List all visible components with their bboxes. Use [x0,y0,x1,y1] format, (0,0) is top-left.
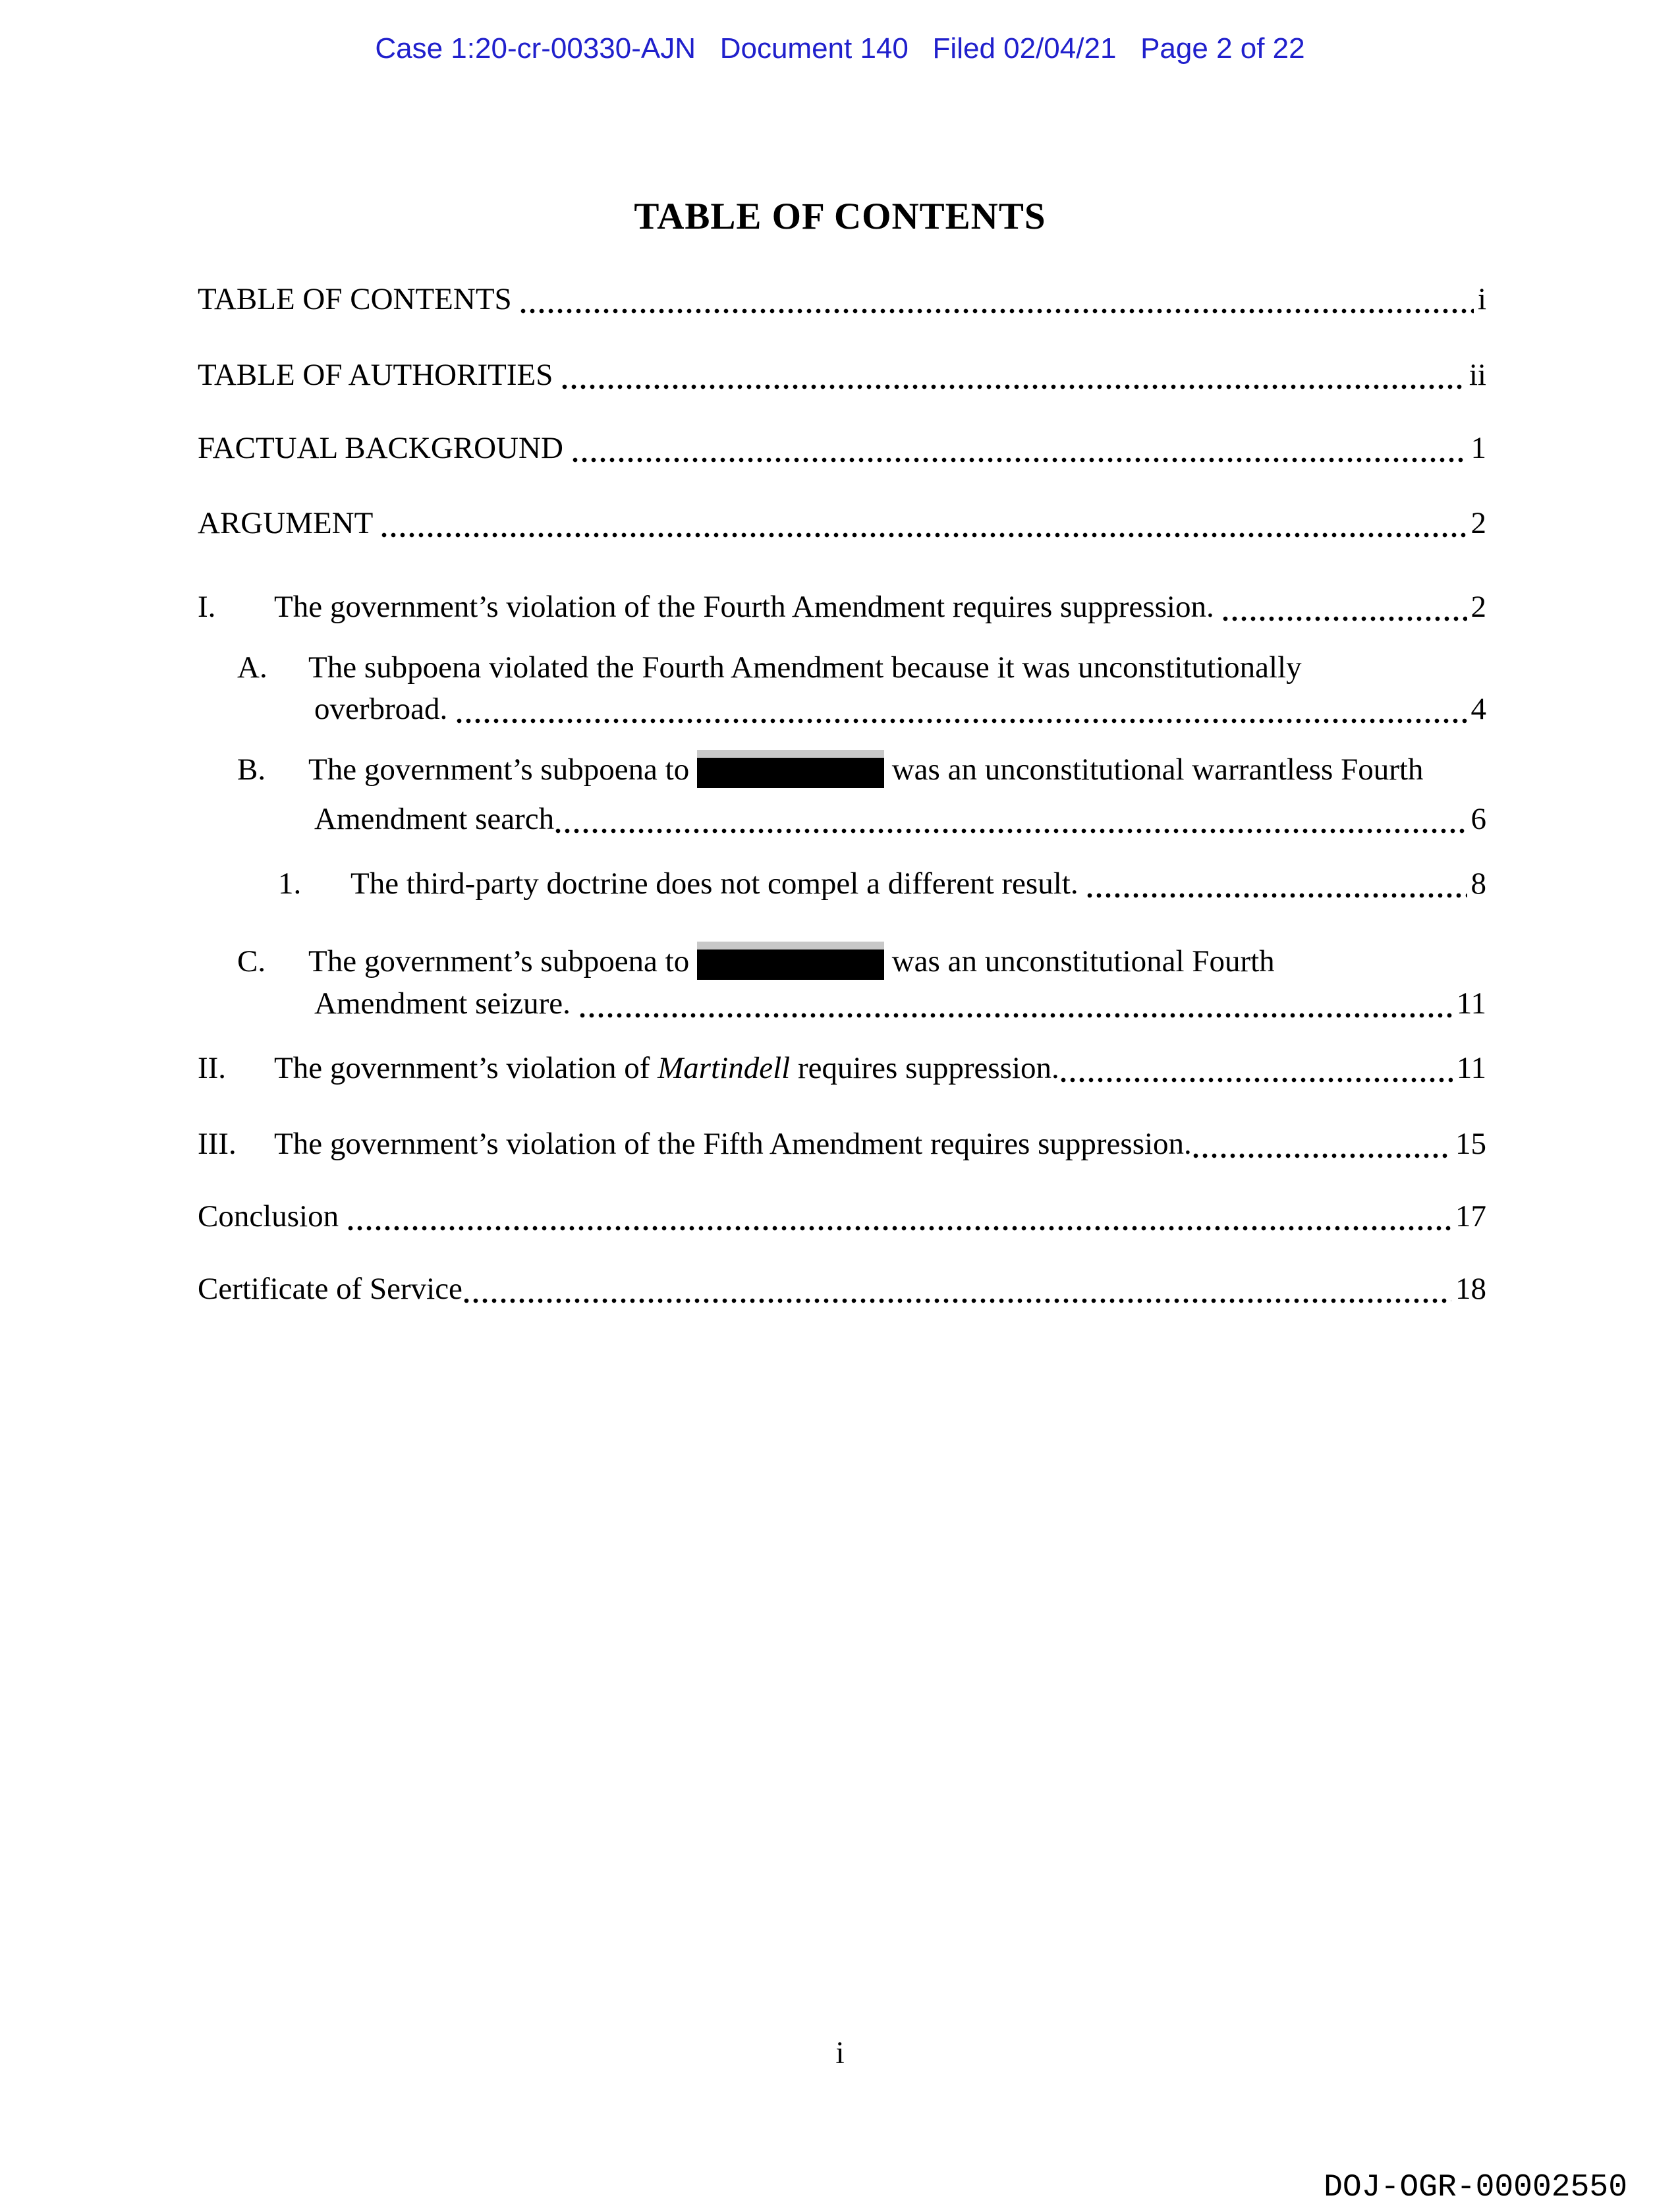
toc-page-number: 8 [1470,866,1486,901]
toc-entry-label [308,942,1275,981]
toc-entry-label: FACTUAL BACKGROUND [198,431,571,465]
dot-leader [573,457,1467,463]
toc-entry-item-1 [278,864,1486,903]
court-filing-header: Case 1:20-cr-00330-AJN Document 140 Filed 02/04/21 Page 2 of 22 [375,32,1305,65]
toc-page-number: 18 [1455,1272,1486,1306]
toc-entry-label: The government’s violation of the Fifth Amendment requires suppression. [274,1127,1192,1161]
dot-leader [1061,1077,1453,1083]
redaction-box [697,942,884,980]
toc-entry-argument [198,503,1486,543]
toc-entry-label: The government’s violation of the Fourth Amendment requires suppression. [274,590,1222,624]
toc-entry-section-I [198,587,1486,627]
toc-page-number: 4 [1470,692,1486,726]
toc-entry-section-III [198,1124,1486,1164]
toc-entry-table-of-authorities [198,355,1486,395]
toc-entry-letter: B. [237,752,266,787]
toc-entry-text: requires suppression. [790,1051,1059,1085]
toc-entry-subsection-B-line1 [237,750,1486,789]
toc-entry-label: Certificate of Service [198,1272,462,1306]
toc-entry-label: The subpoena violated the Fourth Amendment because it was unconstitutionally [308,650,1302,685]
toc-entry-section-II [198,1048,1486,1088]
toc-entry-text-post-redaction: was an unconstitutional warrantless Fourth [883,752,1424,787]
toc-entry-label: TABLE OF CONTENTS [198,282,520,316]
toc-entry-conclusion [198,1197,1486,1236]
toc-page-number: 11 [1456,1051,1486,1085]
toc-entry-text: The government’s violation of [274,1051,658,1085]
toc-entry-label [274,1048,1059,1088]
dot-leader [464,1298,1451,1304]
dot-leader [562,384,1465,390]
toc-entry-letter: C. [237,944,266,978]
toc-entry-label: overbroad. [314,692,456,726]
page-title: TABLE OF CONTENTS [634,196,1046,237]
toc-page-number: 6 [1470,802,1486,836]
footer-page-number: i [835,2035,845,2070]
toc-entry-subsection-A-line2 [314,689,1486,729]
dot-leader [457,718,1467,724]
toc-entry-factual-background [198,428,1486,468]
toc-entry-numeral: II. [198,1051,227,1085]
dot-leader [580,1013,1453,1019]
toc-entry-subsection-B-line2 [314,799,1486,839]
toc-entry-label: ARGUMENT [198,506,381,540]
toc-entry-label: TABLE OF AUTHORITIES [198,358,561,392]
dot-leader [348,1226,1451,1232]
toc-entry-text-post-redaction: was an unconstitutional Fourth [883,944,1275,978]
toc-page-number: ii [1469,358,1486,392]
toc-entry-numeral: III. [198,1127,237,1161]
toc-entry-subsection-C-line1 [237,942,1486,981]
toc-entry-label: The third-party doctrine does not compel a different result. [350,866,1086,901]
toc-entry-text-pre-redaction: The government’s subpoena to [308,752,697,787]
toc-page-number: 17 [1455,1199,1486,1234]
toc-entry-letter: A. [237,650,267,685]
toc-entry-label: Amendment search [314,802,555,836]
dot-leader [520,308,1474,314]
toc-entry-table-of-contents [198,279,1486,319]
toc-page-number: 15 [1455,1127,1486,1161]
toc-entry-number: 1. [278,866,302,901]
case-name-italic: Martindell [658,1051,791,1085]
toc-entry-text-pre-redaction: The government’s subpoena to [308,944,697,978]
toc-entry-label: Conclusion [198,1199,347,1234]
redaction-box [697,750,884,788]
toc-entry-certificate-of-service [198,1269,1486,1309]
toc-entry-numeral: I. [198,590,216,624]
dot-leader [1193,1153,1451,1159]
toc-page-number: 1 [1470,431,1486,465]
toc-page-number: 11 [1456,986,1486,1021]
dot-leader [555,828,1467,834]
toc-entry-label: Amendment seizure. [314,986,578,1021]
toc-entry-label [308,750,1423,789]
dot-leader [381,532,1467,538]
toc-entry-subsection-A-line1 [237,648,1486,687]
toc-page-number: 2 [1470,590,1486,624]
bates-number: DOJ-OGR-00002550 [1324,2170,1627,2205]
dot-leader [1087,893,1467,899]
toc-entry-subsection-C-line2 [314,984,1486,1023]
dot-leader [1223,616,1467,622]
toc-page-number: i [1477,282,1486,316]
toc-page-number: 2 [1470,506,1486,540]
